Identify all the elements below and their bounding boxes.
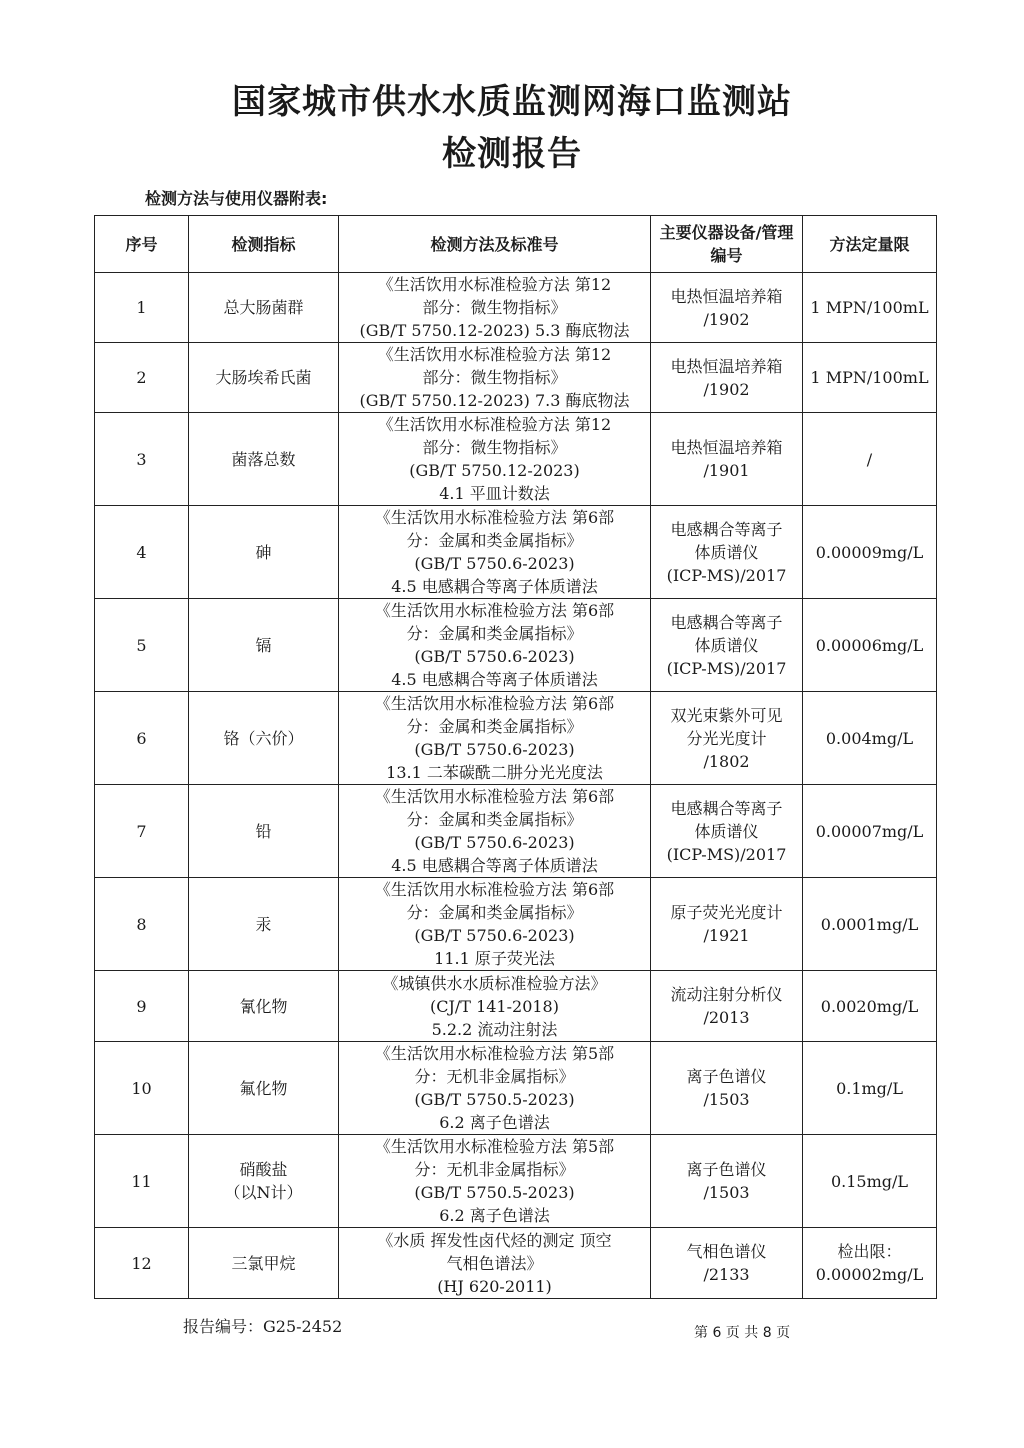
- cell-no: 2: [95, 343, 189, 413]
- table-row: [95, 413, 937, 506]
- cell-instrument: 离子色谱仪 /1503: [651, 1135, 803, 1228]
- cell-no: 7: [95, 785, 189, 878]
- cell-limit: 0.15mg/L: [803, 1135, 937, 1228]
- cell-indicator: 铅: [189, 785, 339, 878]
- cell-method: 《水质 挥发性卤代烃的测定 顶空 气相色谱法》 (HJ 620-2011): [339, 1228, 651, 1299]
- cell-indicator: 氰化物: [189, 971, 339, 1042]
- cell-no: 3: [95, 413, 189, 506]
- table-row: [95, 1135, 937, 1228]
- cell-limit: /: [803, 413, 937, 506]
- cell-indicator: 汞: [189, 878, 339, 971]
- cell-limit: 0.004mg/L: [803, 692, 937, 785]
- cell-limit: 检出限： 0.00002mg/L: [803, 1228, 937, 1299]
- cell-limit: 1 MPN/100mL: [803, 273, 937, 343]
- page-number: 第 6 页 共 8 页: [694, 1325, 791, 1341]
- cell-method: 《生活饮用水标准检验方法 第5部 分：无机非金属指标》 (GB/T 5750.5-2023) 6.2 离子色谱法: [339, 1042, 651, 1135]
- col-header-limit: 方法定量限: [803, 216, 937, 273]
- cell-limit: 0.0020mg/L: [803, 971, 937, 1042]
- cell-instrument: 电热恒温培养箱 /1902: [651, 273, 803, 343]
- cell-method: 《城镇供水水质标准检验方法》 (CJ/T 141-2018) 5.2.2 流动注射法: [339, 971, 651, 1042]
- cell-indicator: 氟化物: [189, 1042, 339, 1135]
- cell-method: 《生活饮用水标准检验方法 第12 部分：微生物指标》 (GB/T 5750.12-2023) 7.3 酶底物法: [339, 343, 651, 413]
- cell-method: 《生活饮用水标准检验方法 第6部 分：金属和类金属指标》 (GB/T 5750.6-2023) 13.1 二苯碳酰二肼分光光度法: [339, 692, 651, 785]
- cell-no: 9: [95, 971, 189, 1042]
- cell-no: 10: [95, 1042, 189, 1135]
- table-row: [95, 343, 937, 413]
- cell-instrument: 电感耦合等离子 体质谱仪 (ICP-MS)/2017: [651, 785, 803, 878]
- table-header-row: [95, 216, 937, 273]
- report-number: 报告编号：G25-2452: [183, 1317, 343, 1336]
- cell-method: 《生活饮用水标准检验方法 第6部 分：金属和类金属指标》 (GB/T 5750.6-2023) 4.5 电感耦合等离子体质谱法: [339, 599, 651, 692]
- cell-instrument: 流动注射分析仪 /2013: [651, 971, 803, 1042]
- cell-instrument: 电热恒温培养箱 /1901: [651, 413, 803, 506]
- cell-limit: 0.00009mg/L: [803, 506, 937, 599]
- cell-instrument: 电热恒温培养箱 /1902: [651, 343, 803, 413]
- cell-method: 《生活饮用水标准检验方法 第12 部分：微生物指标》 (GB/T 5750.12-2023) 4.1 平皿计数法: [339, 413, 651, 506]
- cell-limit: 0.1mg/L: [803, 1042, 937, 1135]
- table-row: [95, 599, 937, 692]
- col-header-indicator: 检测指标: [189, 216, 339, 273]
- cell-indicator: 硝酸盐 （以N计）: [189, 1135, 339, 1228]
- cell-indicator: 三氯甲烷: [189, 1228, 339, 1299]
- table-row: [95, 273, 937, 343]
- cell-no: 8: [95, 878, 189, 971]
- col-header-no: 序号: [95, 216, 189, 273]
- cell-no: 11: [95, 1135, 189, 1228]
- cell-method: 《生活饮用水标准检验方法 第6部 分：金属和类金属指标》 (GB/T 5750.6-2023) 4.5 电感耦合等离子体质谱法: [339, 785, 651, 878]
- cell-method: 《生活饮用水标准检验方法 第6部 分：金属和类金属指标》 (GB/T 5750.6-2023) 4.5 电感耦合等离子体质谱法: [339, 506, 651, 599]
- cell-no: 1: [95, 273, 189, 343]
- report-title: 检测报告: [442, 134, 582, 174]
- cell-indicator: 砷: [189, 506, 339, 599]
- cell-method: 《生活饮用水标准检验方法 第5部 分：无机非金属指标》 (GB/T 5750.5-2023) 6.2 离子色谱法: [339, 1135, 651, 1228]
- cell-method: 《生活饮用水标准检验方法 第12 部分：微生物指标》 (GB/T 5750.12-2023) 5.3 酶底物法: [339, 273, 651, 343]
- cell-limit: 0.00006mg/L: [803, 599, 937, 692]
- cell-instrument: 原子荧光光度计 /1921: [651, 878, 803, 971]
- cell-no: 5: [95, 599, 189, 692]
- cell-no: 12: [95, 1228, 189, 1299]
- col-header-method: 检测方法及标准号: [339, 216, 651, 273]
- cell-instrument: 气相色谱仪 /2133: [651, 1228, 803, 1299]
- table-body: [95, 273, 937, 1299]
- cell-no: 4: [95, 506, 189, 599]
- col-header-instrument: 主要仪器设备/管理编号: [651, 216, 803, 273]
- table-row: [95, 1228, 937, 1299]
- cell-indicator: 总大肠菌群: [189, 273, 339, 343]
- table-row: [95, 1042, 937, 1135]
- table-row: [95, 506, 937, 599]
- section-title: 检测方法与使用仪器附表:: [145, 189, 328, 208]
- table-row: [95, 785, 937, 878]
- methods-table: [94, 215, 937, 1299]
- cell-limit: 0.0001mg/L: [803, 878, 937, 971]
- cell-instrument: 离子色谱仪 /1503: [651, 1042, 803, 1135]
- cell-indicator: 镉: [189, 599, 339, 692]
- cell-instrument: 双光束紫外可见 分光光度计 /1802: [651, 692, 803, 785]
- table-row: [95, 971, 937, 1042]
- cell-limit: 0.00007mg/L: [803, 785, 937, 878]
- report-org-title: 国家城市供水水质监测网海口监测站: [232, 82, 792, 122]
- table-row: [95, 692, 937, 785]
- cell-instrument: 电感耦合等离子 体质谱仪 (ICP-MS)/2017: [651, 506, 803, 599]
- cell-no: 6: [95, 692, 189, 785]
- cell-indicator: 大肠埃希氏菌: [189, 343, 339, 413]
- cell-limit: 1 MPN/100mL: [803, 343, 937, 413]
- cell-indicator: 铬（六价）: [189, 692, 339, 785]
- cell-instrument: 电感耦合等离子 体质谱仪 (ICP-MS)/2017: [651, 599, 803, 692]
- table-row: [95, 878, 937, 971]
- cell-indicator: 菌落总数: [189, 413, 339, 506]
- cell-method: 《生活饮用水标准检验方法 第6部 分：金属和类金属指标》 (GB/T 5750.6-2023) 11.1 原子荧光法: [339, 878, 651, 971]
